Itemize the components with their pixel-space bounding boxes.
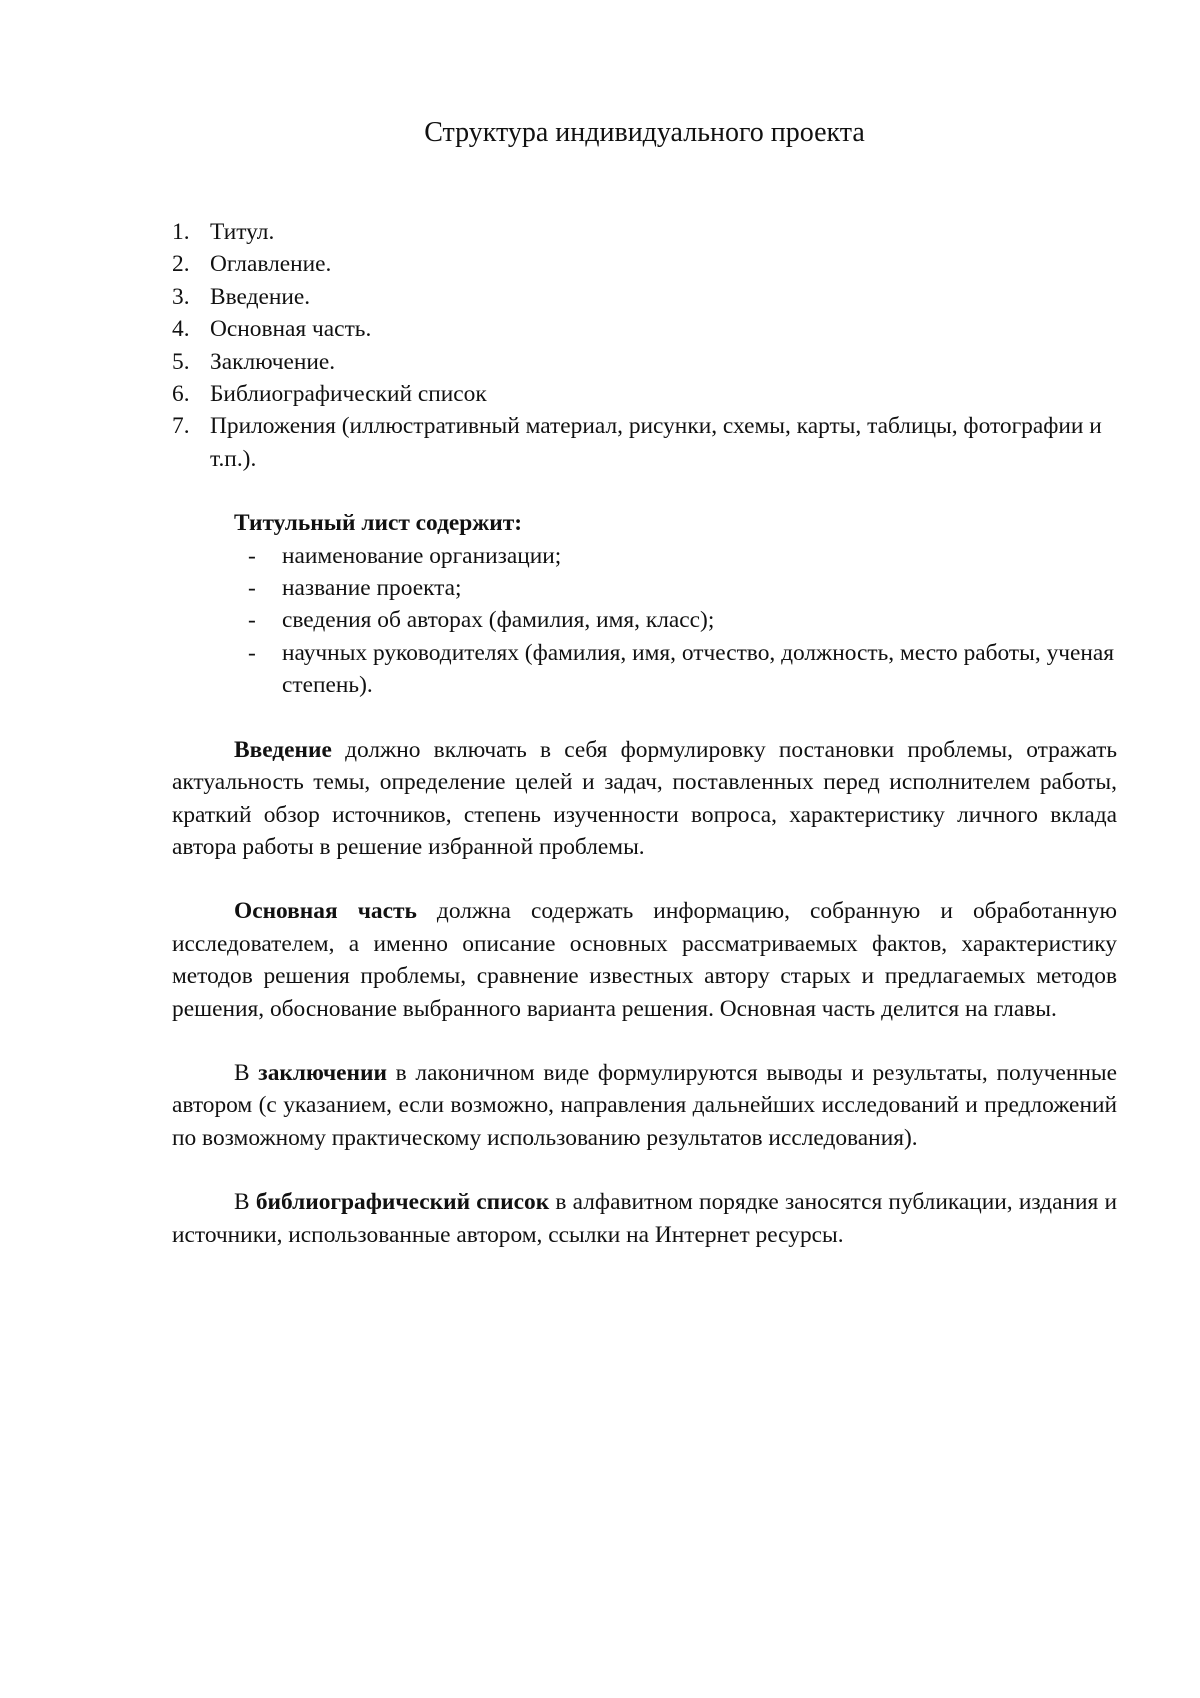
dash-bullet: - [248,639,256,666]
document-page [172,114,1117,1251]
list-item [172,281,1117,313]
list-item [172,346,1117,378]
main-part-paragraph [172,895,1117,1025]
dash-bullet: - [248,607,256,634]
conclusion-text: в лаконичном виде формулируются выводы и результаты, полученные автором (с указанием, если возможно, направления дальнейших исследований и предложений по возможному практическому использованию результатов исследования). [172,1059,1118,1151]
intro-paragraph [172,734,1117,864]
bibliography-term: библиографический список [255,1189,550,1216]
list-item-text: Заключение. [210,348,336,375]
conclusion-paragraph [172,1057,1117,1154]
bibliography-paragraph [172,1186,1117,1251]
title-sheet-heading: Титульный лист содержит: [234,510,523,537]
list-item-text: Приложения (иллюстративный материал, рисунки, схемы, карты, таблицы, фотографии и т.п.). [210,413,1102,472]
main-part-term: Основная часть [234,898,417,925]
intro-term: Введение [234,736,332,763]
list-item-text: Титул. [210,219,275,245]
list-item [234,604,1117,636]
list-item-number: 6. [172,381,190,408]
list-item-number: 5. [172,348,190,375]
list-item [234,540,1117,572]
list-item [172,378,1117,410]
list-item-text: научных руководителях (фамилия, имя, отчество, должность, место работы, ученая степень). [282,639,1115,699]
intro-text: должно включать в себя формулировку постановки проблемы, отражать актуальность темы, определение целей и задач, поставленных перед исполнителем работы, краткий обзор источников, степень изученности вопроса, характеристику личного вклада автора работы в решение избранной проблемы. [172,736,1117,860]
list-item-number: 3. [172,283,190,310]
list-item-number: 7. [172,413,190,440]
page-title: Структура индивидуального проекта [424,117,865,148]
conclusion-prefix: В [234,1059,259,1086]
list-item [172,313,1117,345]
list-item [172,248,1117,280]
title-sheet-section [172,507,1117,701]
bibliography-text: в алфавитном порядке заносятся публикации, издания и источники, использованные автором, ссылки на Интернет ресурсы. [172,1189,1118,1248]
list-item-text: Оглавление. [210,251,332,278]
list-item-text: Введение. [210,283,311,310]
dash-bullet: - [248,542,256,569]
title-sheet-list [234,540,1117,702]
list-item [172,216,1117,248]
main-part-text: должна содержать информацию, собранную и обработанную исследователем, а именно описание основных рассматриваемых фактов, характеристику методов решения проблемы, сравнение известных автору старых и предлагаемых методов решения, обоснование выбранного варианта решения. Основная часть делится на главы. [172,898,1117,1022]
list-item [172,410,1117,475]
conclusion-term: заключении [258,1059,387,1086]
dash-bullet: - [248,575,256,602]
structure-list [172,216,1117,475]
list-item-number: 2. [172,251,190,278]
list-item-number: 1. [172,219,190,245]
list-item-text: название проекта; [282,575,462,602]
list-item-text: Библиографический список [210,381,487,408]
list-item [234,572,1117,604]
list-item-text: наименование организации; [282,542,562,569]
list-item-text: сведения об авторах (фамилия, имя, класс); [282,607,715,634]
list-item [234,637,1117,702]
bibliography-prefix: В [234,1189,256,1216]
list-item-number: 4. [172,316,190,343]
list-item-text: Основная часть. [210,316,372,343]
